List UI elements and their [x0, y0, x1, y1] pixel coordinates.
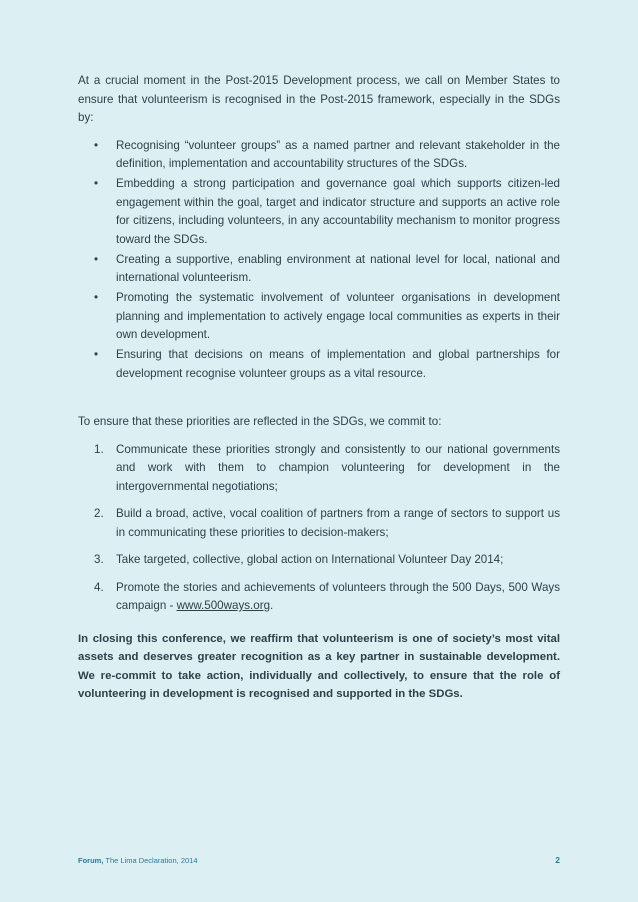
- intro-paragraph: At a crucial moment in the Post-2015 Development process, we call on Member States to ensure that volunteerism is recognised in the Post-2015 framework, especially in the SDGs by:: [78, 74, 560, 124]
- document-body: [78, 72, 560, 704]
- list-item-text: Take targeted, collective, global action on International Volunteer Day 2014;: [116, 553, 504, 566]
- list-item-text: Promote the stories and achievements of volunteers through the 500 Days, 500 Ways campaign -: [116, 580, 560, 612]
- campaign-link[interactable]: www.500ways.org: [176, 599, 271, 612]
- list-number: 1.: [94, 442, 104, 456]
- list-item-text: Promoting the systematic involvement of volunteer organisations in development planning and implementation to actively engage local communities as experts in their own development.: [116, 291, 560, 341]
- list-item-text: Ensuring that decisions on means of implementation and global partnerships for development recognise volunteer groups as a vital resource.: [116, 348, 560, 380]
- bullet-icon: •: [94, 138, 99, 152]
- commitments-list: [78, 441, 560, 616]
- page-footer: [78, 856, 560, 865]
- list-item: [78, 579, 560, 616]
- bullet-icon: •: [94, 252, 99, 266]
- closing-paragraph: [78, 630, 560, 704]
- list-item-text: Recognising “volunteer groups” as a named partner and relevant stakeholder in the definition, implementation and accountability structures of the SDGs.: [116, 138, 560, 170]
- closing-part-2: We re-commit to take action, individually and collectively, to ensure that the role of volunteering in development is recognised and supported in the SDGs.: [78, 669, 560, 700]
- list-item-text: Embedding a strong participation and governance goal which supports citizen-led engagement within the goal, target and indicator structure and supports an active role for citizens, including volunteers, in any accountability mechanism to monitor progress toward the SDGs.: [116, 177, 560, 246]
- list-item: [78, 346, 560, 383]
- list-item-text: Build a broad, active, vocal coalition of partners from a range of sectors to support us in communicating these priorities to decision-makers;: [116, 507, 560, 539]
- footer-org: Forum,: [78, 856, 104, 865]
- bullet-icon: •: [94, 348, 99, 361]
- list-item: [78, 251, 560, 288]
- list-item: [78, 441, 560, 497]
- commitments-intro: To ensure that these priorities are reflected in the SDGs, we commit to:: [78, 415, 442, 428]
- list-item: [78, 175, 560, 249]
- closing-separator: .: [556, 651, 560, 663]
- closing-part-1: In closing this conference, we reaffirm that volunteerism is one of society’s most vital assets and deserves greater recognition as a key partner in sustainable development: [78, 632, 560, 663]
- list-item: [78, 289, 560, 345]
- list-number: 4.: [94, 580, 104, 594]
- link-suffix: .: [270, 599, 274, 612]
- list-item: [78, 551, 560, 570]
- list-item-text: Communicate these priorities strongly and consistently to our national governments and work with them to champion volunteering for development in the intergovernmental negotiations;: [116, 442, 560, 493]
- list-item: [78, 505, 560, 542]
- footer-doc-title: The Lima Declaration, 2014: [103, 856, 198, 865]
- recommendations-list: [78, 137, 560, 384]
- bullet-icon: •: [94, 177, 99, 190]
- list-number: 3.: [94, 553, 104, 566]
- list-number: 2.: [94, 507, 104, 520]
- list-item-text: Creating a supportive, enabling environment at national level for local, national and international volunteerism.: [116, 252, 560, 284]
- list-item: [78, 137, 560, 174]
- bullet-icon: •: [94, 291, 99, 304]
- page-number: 2: [555, 855, 560, 865]
